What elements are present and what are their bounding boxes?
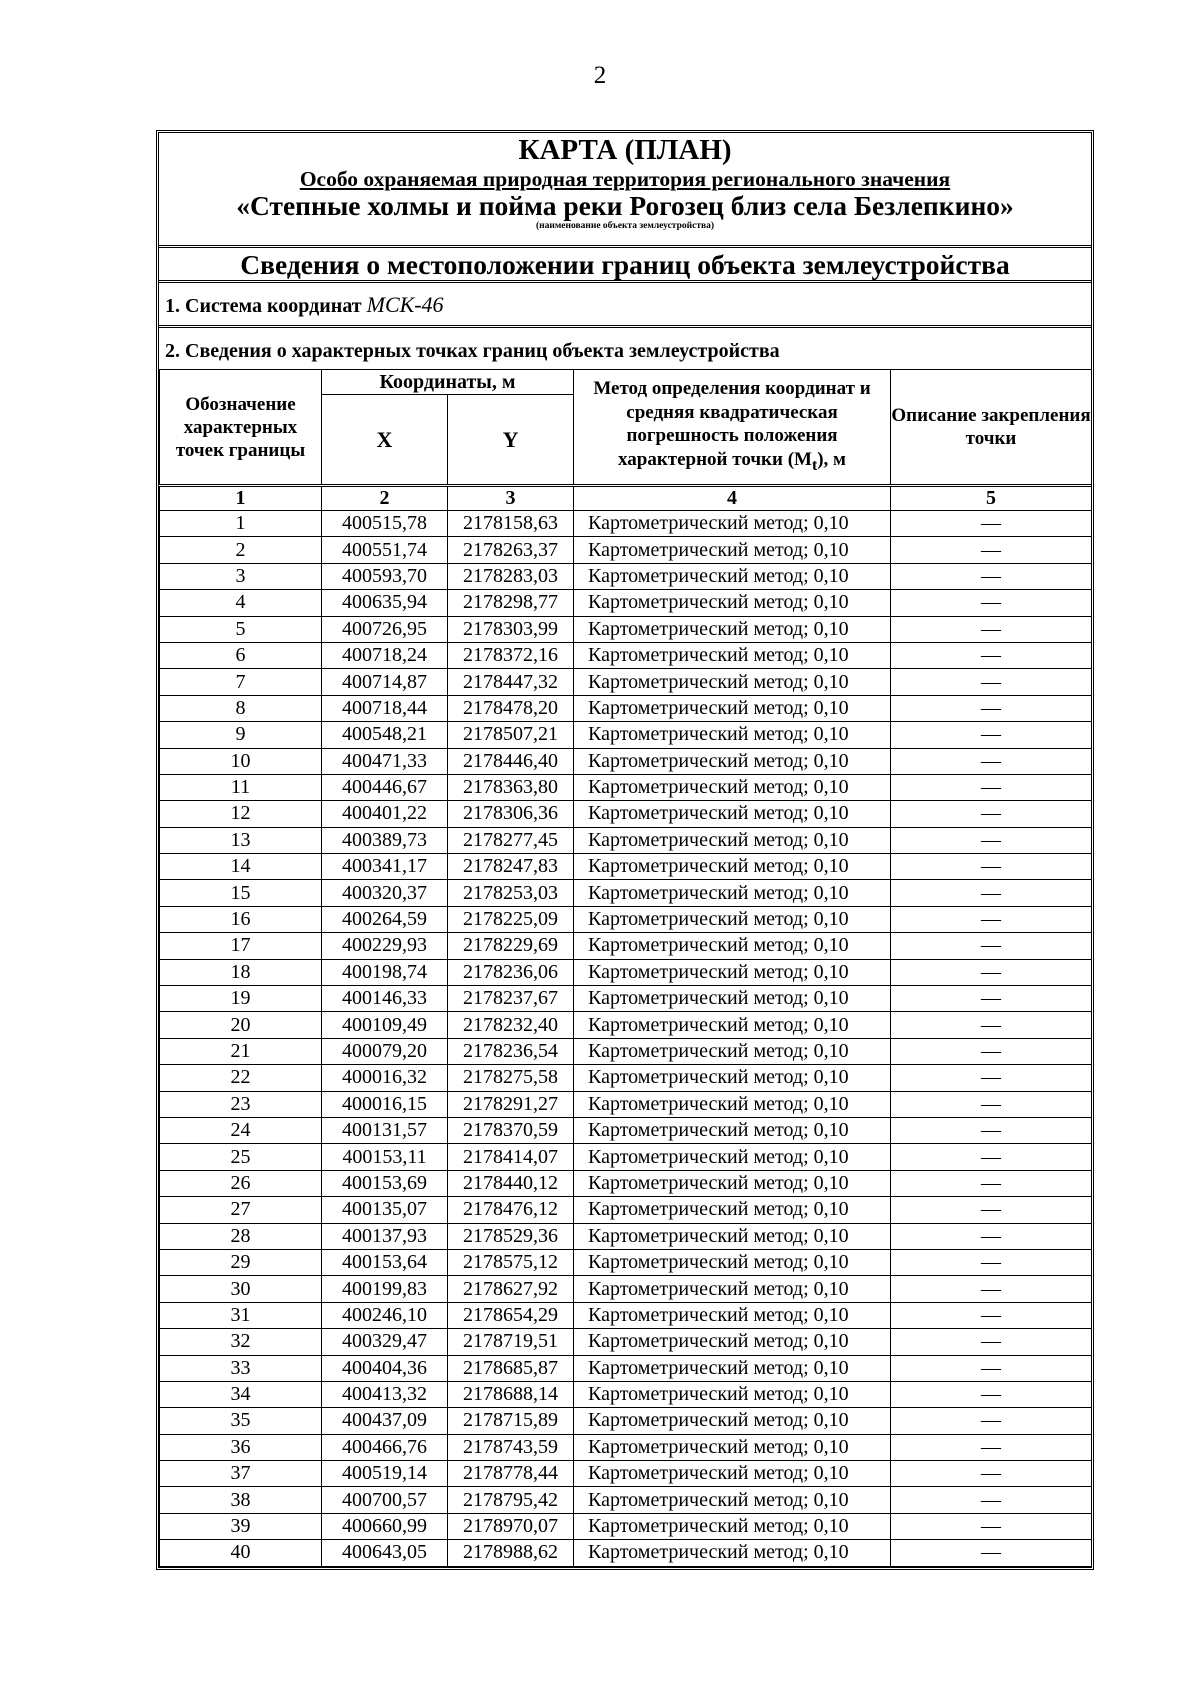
description-cell: — <box>891 1012 1092 1038</box>
point-number-cell: 29 <box>160 1249 322 1275</box>
x-coordinate-cell: 400389,73 <box>322 827 448 853</box>
table-row <box>160 1223 1092 1249</box>
y-coordinate-cell: 2178715,89 <box>448 1408 574 1434</box>
table-row <box>160 590 1092 616</box>
y-coordinate-cell: 2178247,83 <box>448 854 574 880</box>
description-cell: — <box>891 748 1092 774</box>
point-number-cell: 25 <box>160 1144 322 1170</box>
point-number-cell: 31 <box>160 1302 322 1328</box>
y-coordinate-cell: 2178970,07 <box>448 1513 574 1539</box>
method-cell: Картометрический метод; 0,10 <box>574 511 891 537</box>
y-coordinate-cell: 2178476,12 <box>448 1197 574 1223</box>
description-cell: — <box>891 1461 1092 1487</box>
method-cell: Картометрический метод; 0,10 <box>574 880 891 906</box>
table-row <box>160 1302 1092 1328</box>
table-row <box>160 1249 1092 1275</box>
y-coordinate-cell: 2178236,54 <box>448 1038 574 1064</box>
x-coordinate-cell: 400404,36 <box>322 1355 448 1381</box>
point-number-cell: 34 <box>160 1381 322 1407</box>
method-cell: Картометрический метод; 0,10 <box>574 537 891 563</box>
method-cell: Картометрический метод; 0,10 <box>574 1513 891 1539</box>
object-name: «Степные холмы и пойма реки Рогозец близ села Безлепкино» <box>236 190 1014 221</box>
x-coordinate-cell: 400320,37 <box>322 880 448 906</box>
x-coordinate-cell: 400016,15 <box>322 1091 448 1117</box>
y-coordinate-cell: 2178263,37 <box>448 537 574 563</box>
table-row <box>160 563 1092 589</box>
x-coordinate-cell: 400593,70 <box>322 563 448 589</box>
method-cell: Картометрический метод; 0,10 <box>574 1065 891 1091</box>
y-coordinate-cell: 2178277,45 <box>448 827 574 853</box>
y-coordinate-cell: 2178478,20 <box>448 695 574 721</box>
description-cell: — <box>891 1355 1092 1381</box>
points-table <box>159 369 1092 1567</box>
description-cell: — <box>891 774 1092 800</box>
table-row <box>160 748 1092 774</box>
method-cell: Картометрический метод; 0,10 <box>574 563 891 589</box>
x-coordinate-cell: 400131,57 <box>322 1117 448 1143</box>
point-number-cell: 32 <box>160 1329 322 1355</box>
method-cell: Картометрический метод; 0,10 <box>574 1223 891 1249</box>
table-row <box>160 959 1092 985</box>
x-coordinate-cell: 400153,11 <box>322 1144 448 1170</box>
header-description: Описание закрепления точки <box>891 370 1092 486</box>
method-cell: Картометрический метод; 0,10 <box>574 1302 891 1328</box>
method-cell: Картометрический метод; 0,10 <box>574 1487 891 1513</box>
y-coordinate-cell: 2178306,36 <box>448 801 574 827</box>
point-number-cell: 9 <box>160 722 322 748</box>
description-cell: — <box>891 590 1092 616</box>
description-cell: — <box>891 1038 1092 1064</box>
description-cell: — <box>891 880 1092 906</box>
y-coordinate-cell: 2178575,12 <box>448 1249 574 1275</box>
y-coordinate-cell: 2178303,99 <box>448 616 574 642</box>
x-coordinate-cell: 400199,83 <box>322 1276 448 1302</box>
x-coordinate-cell: 400401,22 <box>322 801 448 827</box>
table-row <box>160 1117 1092 1143</box>
x-coordinate-cell: 400135,07 <box>322 1197 448 1223</box>
method-cell: Картометрический метод; 0,10 <box>574 1276 891 1302</box>
description-cell: — <box>891 563 1092 589</box>
description-cell: — <box>891 1144 1092 1170</box>
table-row <box>160 1012 1092 1038</box>
method-cell: Картометрический метод; 0,10 <box>574 986 891 1012</box>
x-coordinate-cell: 400016,32 <box>322 1065 448 1091</box>
description-cell: — <box>891 1434 1092 1460</box>
description-cell: — <box>891 1408 1092 1434</box>
point-number-cell: 38 <box>160 1487 322 1513</box>
table-row <box>160 933 1092 959</box>
coord-system <box>159 283 1091 328</box>
table-row <box>160 906 1092 932</box>
table-row <box>160 1461 1092 1487</box>
x-coordinate-cell: 400264,59 <box>322 906 448 932</box>
description-cell: — <box>891 1197 1092 1223</box>
method-cell: Картометрический метод; 0,10 <box>574 774 891 800</box>
point-number-cell: 24 <box>160 1117 322 1143</box>
header-method: Метод определения координат и средняя квадратическая погрешность положения характерной точки $(M_t)$, м <box>574 370 891 486</box>
method-cell: Картометрический метод; 0,10 <box>574 642 891 668</box>
table-row <box>160 801 1092 827</box>
y-coordinate-cell: 2178236,06 <box>448 959 574 985</box>
y-coordinate-cell: 2178237,67 <box>448 986 574 1012</box>
method-cell: Картометрический метод; 0,10 <box>574 1408 891 1434</box>
table-row <box>160 669 1092 695</box>
table-row <box>160 1381 1092 1407</box>
y-coordinate-cell: 2178778,44 <box>448 1461 574 1487</box>
x-coordinate-cell: 400146,33 <box>322 986 448 1012</box>
x-coordinate-cell: 400700,57 <box>322 1487 448 1513</box>
y-coordinate-cell: 2178232,40 <box>448 1012 574 1038</box>
point-number-cell: 26 <box>160 1170 322 1196</box>
x-coordinate-cell: 400551,74 <box>322 537 448 563</box>
y-coordinate-cell: 2178743,59 <box>448 1434 574 1460</box>
object-caption: (наименование объекта землеустройства) <box>535 221 715 231</box>
x-coordinate-cell: 400198,74 <box>322 959 448 985</box>
method-cell: Картометрический метод; 0,10 <box>574 1329 891 1355</box>
x-coordinate-cell: 400471,33 <box>322 748 448 774</box>
method-cell: Картометрический метод; 0,10 <box>574 1381 891 1407</box>
description-cell: — <box>891 511 1092 537</box>
point-number-cell: 37 <box>160 1461 322 1487</box>
description-cell: — <box>891 669 1092 695</box>
x-coordinate-cell: 400229,93 <box>322 933 448 959</box>
point-number-cell: 23 <box>160 1091 322 1117</box>
table-row <box>160 537 1092 563</box>
method-cell: Картометрический метод; 0,10 <box>574 1355 891 1381</box>
point-number-cell: 21 <box>160 1038 322 1064</box>
method-cell: Картометрический метод; 0,10 <box>574 1012 891 1038</box>
point-number-cell: 2 <box>160 537 322 563</box>
point-number-cell: 16 <box>160 906 322 932</box>
method-cell: Картометрический метод; 0,10 <box>574 1117 891 1143</box>
x-coordinate-cell: 400726,95 <box>322 616 448 642</box>
table-row <box>160 1197 1092 1223</box>
description-cell: — <box>891 1540 1092 1566</box>
description-cell: — <box>891 906 1092 932</box>
table-row <box>160 1091 1092 1117</box>
method-cell: Картометрический метод; 0,10 <box>574 695 891 721</box>
table-row <box>160 1408 1092 1434</box>
point-number-cell: 11 <box>160 774 322 800</box>
description-cell: — <box>891 1381 1092 1407</box>
section-title: Сведения о местоположении границ объекта землеустройства <box>159 248 1091 283</box>
method-cell: Картометрический метод; 0,10 <box>574 959 891 985</box>
table-row <box>160 1276 1092 1302</box>
description-cell: — <box>891 1329 1092 1355</box>
point-number-cell: 13 <box>160 827 322 853</box>
table-row <box>160 827 1092 853</box>
point-number-cell: 40 <box>160 1540 322 1566</box>
point-number-cell: 28 <box>160 1223 322 1249</box>
column-number-5: 5 <box>891 486 1092 511</box>
y-coordinate-cell: 2178988,62 <box>448 1540 574 1566</box>
table-row <box>160 1513 1092 1539</box>
point-number-cell: 30 <box>160 1276 322 1302</box>
method-cell: Картометрический метод; 0,10 <box>574 1540 891 1566</box>
points-section-title: 2. Сведения о характерных точках границ объекта землеустройства <box>165 340 780 362</box>
page-number: 2 <box>593 62 607 89</box>
x-coordinate-cell: 400515,78 <box>322 511 448 537</box>
y-coordinate-cell: 2178529,36 <box>448 1223 574 1249</box>
description-cell: — <box>891 959 1092 985</box>
column-number-1: 1 <box>160 486 322 511</box>
y-coordinate-cell: 2178275,58 <box>448 1065 574 1091</box>
y-coordinate-cell: 2178158,63 <box>448 511 574 537</box>
header-coordinates: Координаты, м <box>322 370 574 395</box>
y-coordinate-cell: 2178363,80 <box>448 774 574 800</box>
description-cell: — <box>891 616 1092 642</box>
method-cell: Картометрический метод; 0,10 <box>574 801 891 827</box>
header-y: Y <box>448 395 574 486</box>
point-number-cell: 8 <box>160 695 322 721</box>
point-number-cell: 17 <box>160 933 322 959</box>
y-coordinate-cell: 2178283,03 <box>448 563 574 589</box>
point-number-cell: 22 <box>160 1065 322 1091</box>
table-row <box>160 1329 1092 1355</box>
description-cell: — <box>891 1223 1092 1249</box>
table-row <box>160 1170 1092 1196</box>
table-row <box>160 1540 1092 1566</box>
y-coordinate-cell: 2178507,21 <box>448 722 574 748</box>
y-coordinate-cell: 2178291,27 <box>448 1091 574 1117</box>
x-coordinate-cell: 400437,09 <box>322 1408 448 1434</box>
x-coordinate-cell: 400660,99 <box>322 1513 448 1539</box>
coord-system-value: МСК-46 <box>366 292 444 317</box>
method-cell: Картометрический метод; 0,10 <box>574 1038 891 1064</box>
table-row <box>160 1355 1092 1381</box>
table-row <box>160 616 1092 642</box>
description-cell: — <box>891 695 1092 721</box>
point-number-cell: 18 <box>160 959 322 985</box>
point-number-cell: 39 <box>160 1513 322 1539</box>
y-coordinate-cell: 2178627,92 <box>448 1276 574 1302</box>
description-cell: — <box>891 1091 1092 1117</box>
table-row <box>160 1038 1092 1064</box>
point-number-cell: 1 <box>160 511 322 537</box>
point-number-cell: 12 <box>160 801 322 827</box>
x-coordinate-cell: 400246,10 <box>322 1302 448 1328</box>
description-cell: — <box>891 642 1092 668</box>
x-coordinate-cell: 400413,32 <box>322 1381 448 1407</box>
table-row <box>160 695 1092 721</box>
method-cell: Картометрический метод; 0,10 <box>574 748 891 774</box>
method-cell: Картометрический метод; 0,10 <box>574 590 891 616</box>
header-designation: Обозначение характерных точек границы <box>160 370 322 486</box>
x-coordinate-cell: 400548,21 <box>322 722 448 748</box>
y-coordinate-cell: 2178414,07 <box>448 1144 574 1170</box>
description-cell: — <box>891 1276 1092 1302</box>
point-number-cell: 33 <box>160 1355 322 1381</box>
y-coordinate-cell: 2178298,77 <box>448 590 574 616</box>
point-number-cell: 20 <box>160 1012 322 1038</box>
method-cell: Картометрический метод; 0,10 <box>574 722 891 748</box>
x-coordinate-cell: 400109,49 <box>322 1012 448 1038</box>
point-number-cell: 10 <box>160 748 322 774</box>
description-cell: — <box>891 722 1092 748</box>
point-number-cell: 27 <box>160 1197 322 1223</box>
x-coordinate-cell: 400519,14 <box>322 1461 448 1487</box>
method-cell: Картометрический метод; 0,10 <box>574 1144 891 1170</box>
x-coordinate-cell: 400153,64 <box>322 1249 448 1275</box>
table-row <box>160 1434 1092 1460</box>
method-cell: Картометрический метод; 0,10 <box>574 906 891 932</box>
title-block <box>159 133 1091 248</box>
x-coordinate-cell: 400137,93 <box>322 1223 448 1249</box>
point-number-cell: 36 <box>160 1434 322 1460</box>
method-cell: Картометрический метод; 0,10 <box>574 827 891 853</box>
column-number-4: 4 <box>574 486 891 511</box>
x-coordinate-cell: 400466,76 <box>322 1434 448 1460</box>
y-coordinate-cell: 2178446,40 <box>448 748 574 774</box>
y-coordinate-cell: 2178654,29 <box>448 1302 574 1328</box>
point-number-cell: 19 <box>160 986 322 1012</box>
point-number-cell: 4 <box>160 590 322 616</box>
description-cell: — <box>891 1065 1092 1091</box>
point-number-cell: 6 <box>160 642 322 668</box>
description-cell: — <box>891 933 1092 959</box>
y-coordinate-cell: 2178447,32 <box>448 669 574 695</box>
description-cell: — <box>891 1249 1092 1275</box>
document-frame <box>156 130 1094 1570</box>
table-row <box>160 1144 1092 1170</box>
description-cell: — <box>891 1487 1092 1513</box>
table-row <box>160 642 1092 668</box>
description-cell: — <box>891 1302 1092 1328</box>
table-row <box>160 1065 1092 1091</box>
header-x: X <box>322 395 448 486</box>
table-row <box>160 1487 1092 1513</box>
method-cell: Картометрический метод; 0,10 <box>574 1197 891 1223</box>
description-cell: — <box>891 1117 1092 1143</box>
y-coordinate-cell: 2178370,59 <box>448 1117 574 1143</box>
method-cell: Картометрический метод; 0,10 <box>574 1434 891 1460</box>
table-row <box>160 880 1092 906</box>
description-cell: — <box>891 827 1092 853</box>
description-cell: — <box>891 801 1092 827</box>
x-coordinate-cell: 400643,05 <box>322 1540 448 1566</box>
column-number-3: 3 <box>448 486 574 511</box>
point-number-cell: 7 <box>160 669 322 695</box>
description-cell: — <box>891 1170 1092 1196</box>
x-coordinate-cell: 400153,69 <box>322 1170 448 1196</box>
table-row <box>160 986 1092 1012</box>
table-row <box>160 854 1092 880</box>
point-number-cell: 3 <box>160 563 322 589</box>
method-cell: Картометрический метод; 0,10 <box>574 1091 891 1117</box>
method-cell: Картометрический метод; 0,10 <box>574 854 891 880</box>
coord-system-label: 1. Система координат <box>165 295 362 317</box>
x-coordinate-cell: 400079,20 <box>322 1038 448 1064</box>
y-coordinate-cell: 2178688,14 <box>448 1381 574 1407</box>
method-cell: Картометрический метод; 0,10 <box>574 1170 891 1196</box>
method-cell: Картометрический метод; 0,10 <box>574 1249 891 1275</box>
y-coordinate-cell: 2178229,69 <box>448 933 574 959</box>
x-coordinate-cell: 400329,47 <box>322 1329 448 1355</box>
x-coordinate-cell: 400446,67 <box>322 774 448 800</box>
table-row <box>160 774 1092 800</box>
document-title: КАРТА (ПЛАН) <box>518 134 732 166</box>
table-row <box>160 722 1092 748</box>
description-cell: — <box>891 1513 1092 1539</box>
point-number-cell: 15 <box>160 880 322 906</box>
y-coordinate-cell: 2178225,09 <box>448 906 574 932</box>
document-subtitle: Особо охраняемая природная территория регионального значения <box>299 167 951 191</box>
method-cell: Картометрический метод; 0,10 <box>574 933 891 959</box>
description-cell: — <box>891 986 1092 1012</box>
x-coordinate-cell: 400718,24 <box>322 642 448 668</box>
point-number-cell: 14 <box>160 854 322 880</box>
x-coordinate-cell: 400714,87 <box>322 669 448 695</box>
point-number-cell: 5 <box>160 616 322 642</box>
x-coordinate-cell: 400635,94 <box>322 590 448 616</box>
column-number-2: 2 <box>322 486 448 511</box>
x-coordinate-cell: 400341,17 <box>322 854 448 880</box>
point-number-cell: 35 <box>160 1408 322 1434</box>
table-row <box>160 511 1092 537</box>
y-coordinate-cell: 2178372,16 <box>448 642 574 668</box>
description-cell: — <box>891 537 1092 563</box>
y-coordinate-cell: 2178719,51 <box>448 1329 574 1355</box>
description-cell: — <box>891 854 1092 880</box>
method-cell: Картометрический метод; 0,10 <box>574 1461 891 1487</box>
y-coordinate-cell: 2178685,87 <box>448 1355 574 1381</box>
method-cell: Картометрический метод; 0,10 <box>574 616 891 642</box>
method-cell: Картометрический метод; 0,10 <box>574 669 891 695</box>
y-coordinate-cell: 2178795,42 <box>448 1487 574 1513</box>
y-coordinate-cell: 2178253,03 <box>448 880 574 906</box>
x-coordinate-cell: 400718,44 <box>322 695 448 721</box>
y-coordinate-cell: 2178440,12 <box>448 1170 574 1196</box>
